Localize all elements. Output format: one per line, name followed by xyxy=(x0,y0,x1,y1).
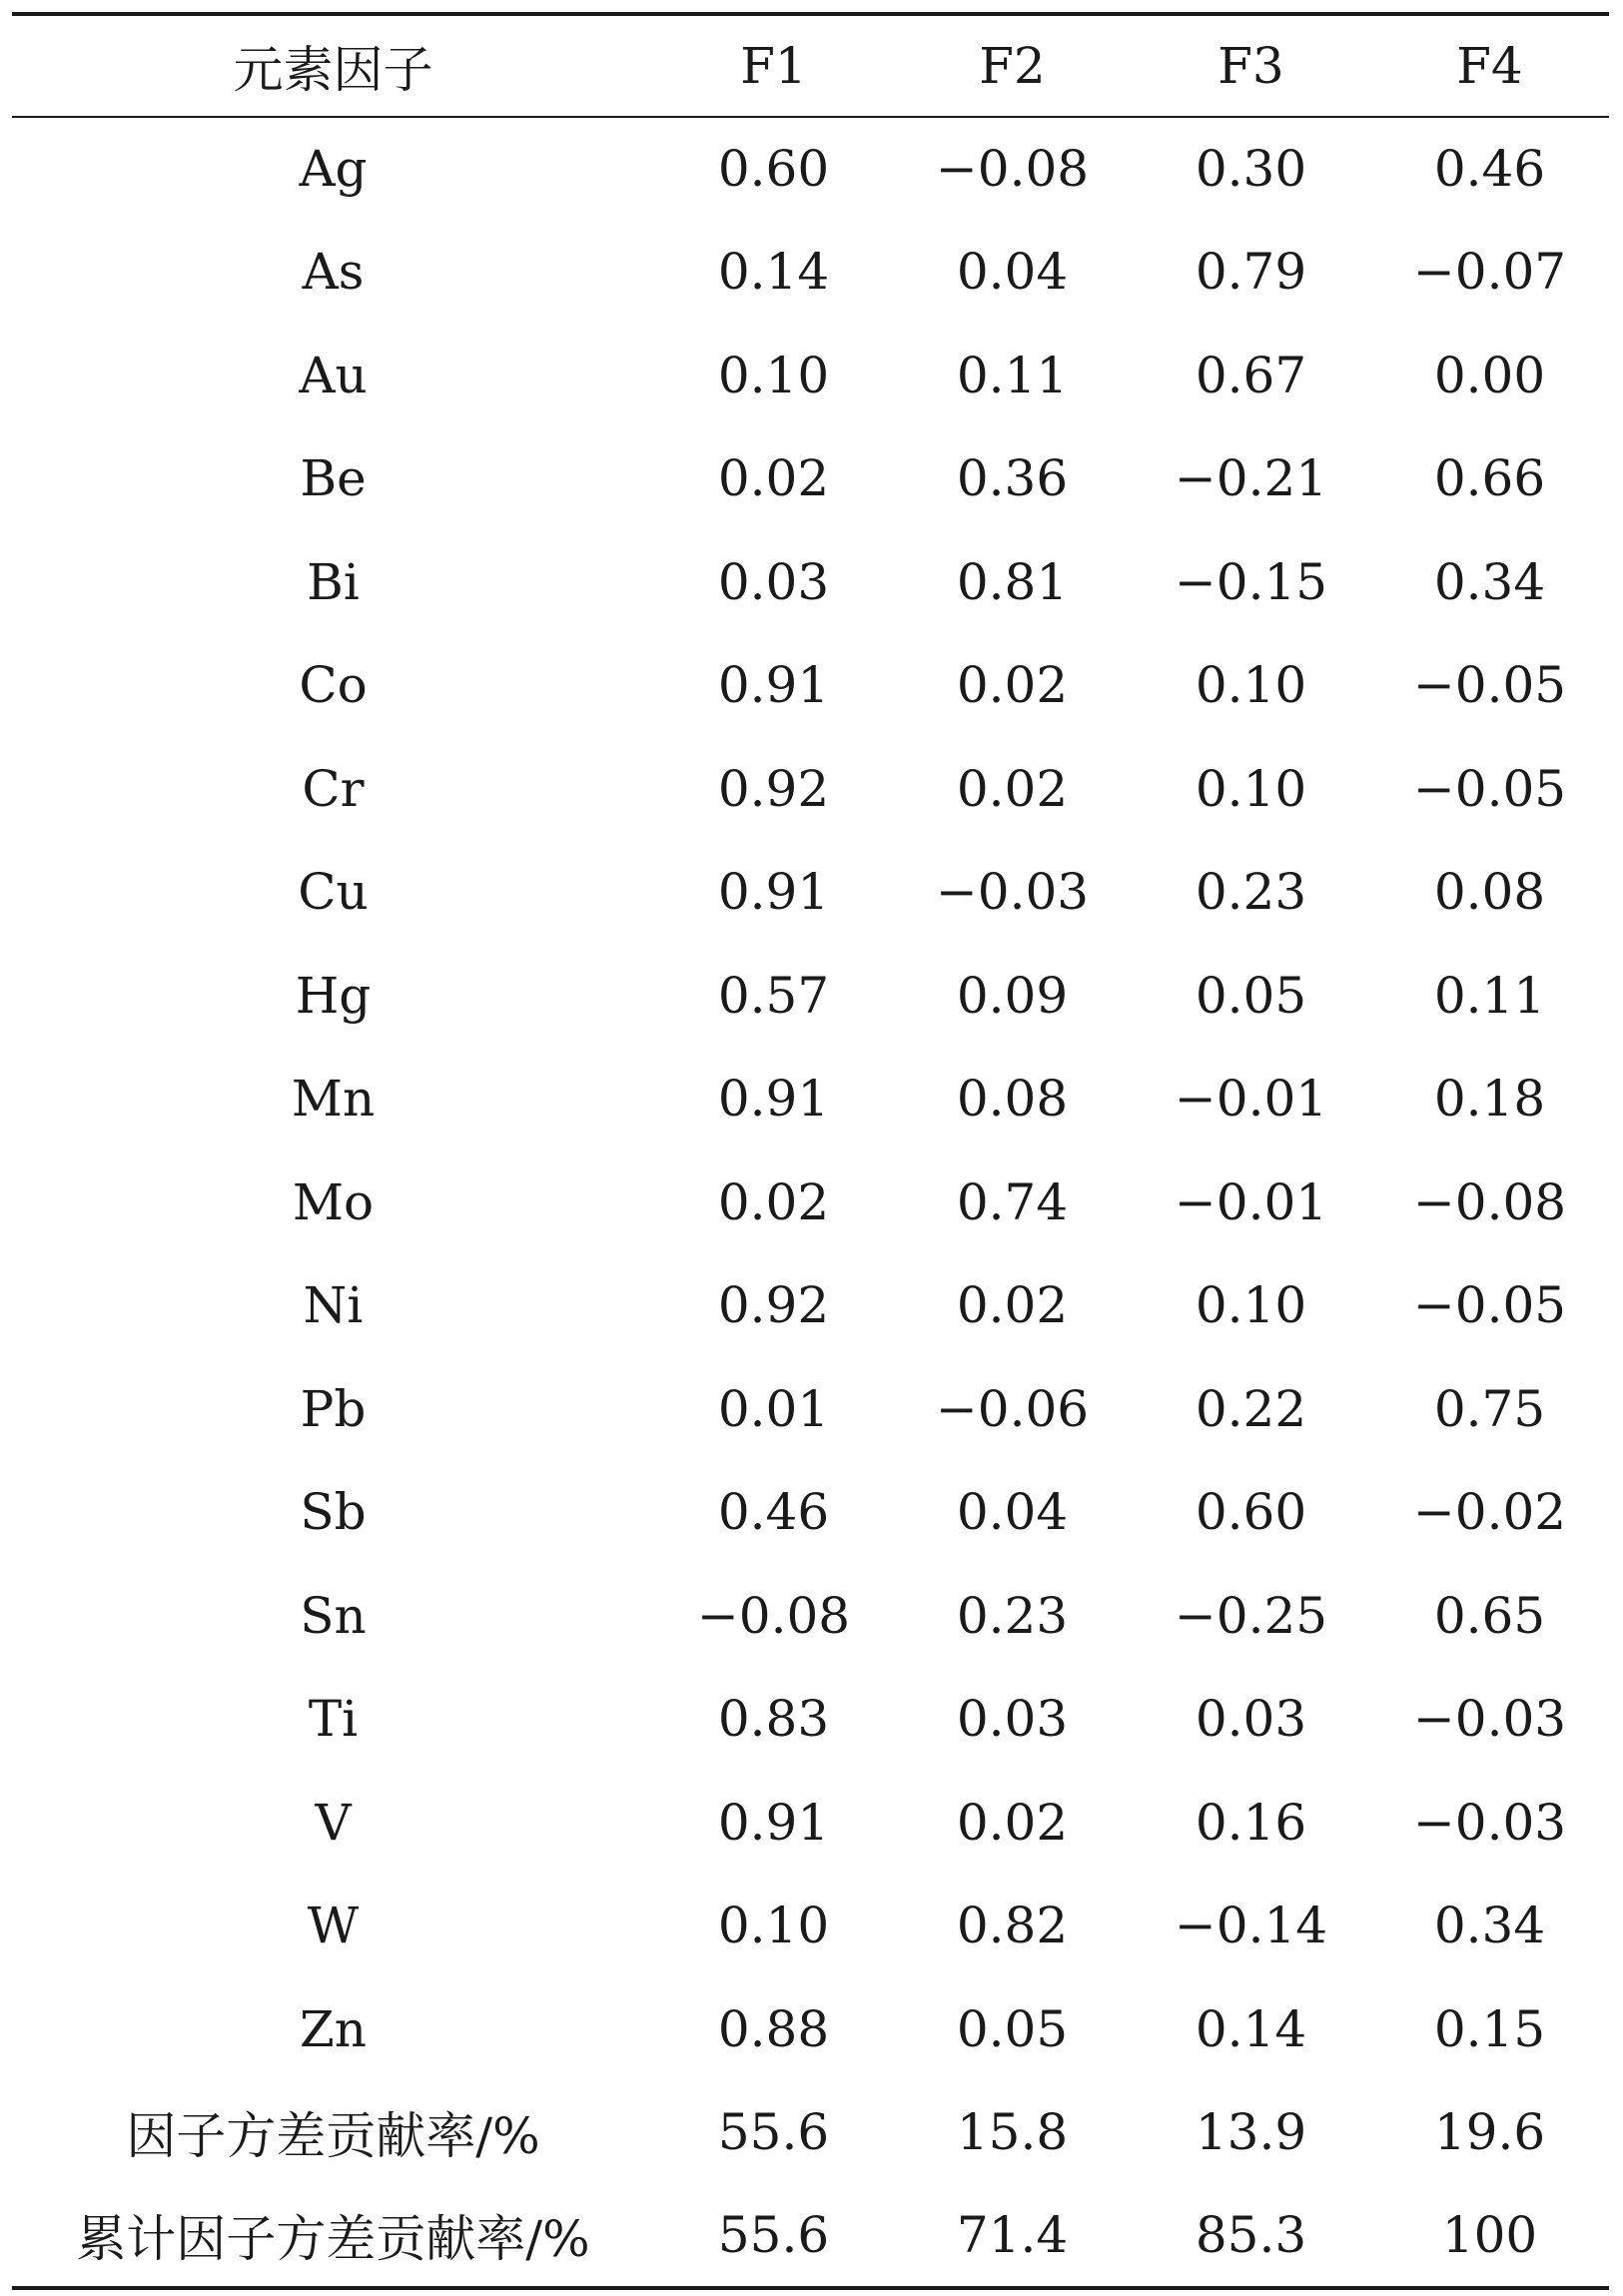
cell-f2: −0.03 xyxy=(935,863,1090,922)
cell-f3: −0.15 xyxy=(1174,552,1328,611)
table-row xyxy=(12,1461,1609,1565)
table-row xyxy=(12,634,1609,738)
header-f2: F2 xyxy=(893,14,1132,117)
cell-f2: 0.81 xyxy=(956,552,1069,611)
cell-f4: −0.05 xyxy=(1412,1276,1567,1335)
cell-f4: 0.66 xyxy=(1433,449,1546,508)
cell-f4: 0.46 xyxy=(1433,140,1546,199)
row-label: Bi xyxy=(307,552,360,611)
cell-f2: 0.08 xyxy=(956,1070,1069,1129)
table-row xyxy=(12,1875,1609,1978)
cell-f1: 55.6 xyxy=(717,2103,830,2162)
row-label: Mo xyxy=(292,1172,375,1231)
cell-f2: 0.82 xyxy=(956,1897,1069,1955)
cell-f2: 0.04 xyxy=(956,243,1069,302)
cell-f3: 0.23 xyxy=(1195,863,1307,922)
factor-loading-table-container xyxy=(12,12,1609,2290)
table-row xyxy=(12,944,1609,1048)
cell-f1: 0.92 xyxy=(717,759,830,818)
table-row xyxy=(12,1254,1609,1358)
row-label: Hg xyxy=(295,966,372,1025)
cell-f1: 0.02 xyxy=(717,449,830,508)
cell-f2: 0.04 xyxy=(956,1483,1069,1542)
cell-f1: 0.91 xyxy=(717,863,830,922)
cell-f1: 0.10 xyxy=(717,1897,830,1955)
cell-f4: 100 xyxy=(1370,2184,1609,2288)
cell-f1: 0.01 xyxy=(717,1379,830,1438)
table-header xyxy=(12,14,1609,117)
cell-f4: 0.00 xyxy=(1433,346,1546,404)
table-row xyxy=(12,841,1609,945)
cell-f3: 0.79 xyxy=(1195,243,1307,302)
cell-f3: −0.21 xyxy=(1174,449,1328,508)
cell-f2: 0.23 xyxy=(956,1586,1069,1645)
table-row xyxy=(12,1357,1609,1461)
cell-f3: 13.9 xyxy=(1195,2103,1307,2162)
cell-f4: 0.34 xyxy=(1433,552,1546,611)
header-element-factor: 元素因子 xyxy=(12,14,654,117)
cell-f2: 15.8 xyxy=(956,2103,1069,2162)
row-label: Ag xyxy=(299,140,368,199)
cell-f3: 0.14 xyxy=(1195,1999,1307,2058)
row-label: Mn xyxy=(291,1070,376,1129)
cell-f4: 0.08 xyxy=(1433,863,1546,922)
cell-f4: 0.34 xyxy=(1433,1897,1546,1955)
row-label: V xyxy=(315,1793,352,1852)
cell-f2: 0.74 xyxy=(956,1172,1069,1231)
table-row xyxy=(12,737,1609,841)
table-row xyxy=(12,221,1609,325)
cell-f4: −0.02 xyxy=(1412,1483,1567,1542)
cell-f2: −0.06 xyxy=(935,1379,1090,1438)
cell-f2: 0.11 xyxy=(956,346,1069,404)
factor-loading-table xyxy=(12,12,1609,2290)
cell-f3: 85.3 xyxy=(1132,2184,1370,2288)
row-label: Ni xyxy=(303,1276,364,1335)
row-label: Ti xyxy=(308,1690,359,1749)
table-body xyxy=(12,117,1609,2288)
cell-f4: 0.15 xyxy=(1433,1999,1546,2058)
row-label: Sn xyxy=(300,1586,367,1645)
cell-f2: 0.02 xyxy=(956,1276,1069,1335)
cell-f2: 0.02 xyxy=(956,759,1069,818)
cell-f4: −0.03 xyxy=(1412,1690,1567,1749)
cell-f1: 0.91 xyxy=(717,1793,830,1852)
cell-f2: 0.05 xyxy=(956,1999,1069,2058)
table-row xyxy=(12,530,1609,634)
cell-f3: 0.10 xyxy=(1195,656,1307,715)
cell-f4: −0.07 xyxy=(1412,243,1567,302)
header-f3: F3 xyxy=(1132,14,1370,117)
cell-f2: 0.03 xyxy=(956,1690,1069,1749)
cell-f1: 0.02 xyxy=(717,1172,830,1231)
cell-f2: 71.4 xyxy=(893,2184,1132,2288)
cell-f4: −0.05 xyxy=(1412,656,1567,715)
cell-f2: 0.09 xyxy=(956,966,1069,1025)
cell-f1: 0.46 xyxy=(717,1483,830,1542)
table-row xyxy=(12,1564,1609,1668)
table-row xyxy=(12,1771,1609,1875)
table-row xyxy=(12,1668,1609,1772)
header-f4: F4 xyxy=(1370,14,1609,117)
cell-f3: 0.67 xyxy=(1195,346,1307,404)
cell-f2: −0.08 xyxy=(935,140,1090,199)
table-row xyxy=(12,427,1609,531)
cell-f1: 0.57 xyxy=(717,966,830,1025)
row-label: Co xyxy=(299,656,368,715)
row-label: Cu xyxy=(298,863,369,922)
row-label: As xyxy=(302,243,365,302)
cell-f1: 0.91 xyxy=(717,1070,830,1129)
cell-f3: 0.22 xyxy=(1195,1379,1307,1438)
cell-f1: 0.10 xyxy=(717,346,830,404)
cell-f3: 0.05 xyxy=(1195,966,1307,1025)
table-row xyxy=(12,1150,1609,1254)
cell-f1: 0.92 xyxy=(717,1276,830,1335)
cell-f4: −0.03 xyxy=(1412,1793,1567,1852)
row-label: 累计因子方差贡献率/% xyxy=(12,2184,654,2288)
row-label: Be xyxy=(300,449,367,508)
cell-f2: 0.02 xyxy=(956,1793,1069,1852)
table-row xyxy=(12,1048,1609,1151)
header-row xyxy=(12,14,1609,117)
cell-f4: 0.18 xyxy=(1433,1070,1546,1129)
table-row xyxy=(12,1977,1609,2081)
cell-f3: 0.60 xyxy=(1195,1483,1307,1542)
row-label: Cr xyxy=(302,759,365,818)
row-label: Zn xyxy=(300,1999,367,2058)
cell-f3: 0.30 xyxy=(1195,140,1307,199)
row-label: Au xyxy=(299,346,368,404)
cell-f3: 0.10 xyxy=(1195,759,1307,818)
table-row xyxy=(12,324,1609,427)
cell-f4: 0.65 xyxy=(1433,1586,1546,1645)
table-row-cumulative-variance xyxy=(12,2184,1609,2288)
cell-f1: 0.60 xyxy=(717,140,830,199)
cell-f1: 0.83 xyxy=(717,1690,830,1749)
cell-f1: −0.08 xyxy=(696,1586,851,1645)
cell-f1: 0.14 xyxy=(717,243,830,302)
cell-f4: 19.6 xyxy=(1433,2103,1546,2162)
header-f1: F1 xyxy=(654,14,893,117)
cell-f4: −0.05 xyxy=(1412,759,1567,818)
row-label: 因子方差贡献率/% xyxy=(126,2107,540,2166)
cell-f3: −0.01 xyxy=(1174,1070,1328,1129)
cell-f3: 0.16 xyxy=(1195,1793,1307,1852)
cell-f2: 0.02 xyxy=(956,656,1069,715)
row-label: Pb xyxy=(300,1379,367,1438)
table-row xyxy=(12,117,1609,221)
cell-f1: 55.6 xyxy=(654,2184,893,2288)
cell-f1: 0.91 xyxy=(717,656,830,715)
table-row-variance-contribution xyxy=(12,2081,1609,2185)
cell-f1: 0.03 xyxy=(717,552,830,611)
row-label: Sb xyxy=(300,1483,367,1542)
cell-f3: −0.25 xyxy=(1174,1586,1328,1645)
cell-f3: −0.14 xyxy=(1174,1897,1328,1955)
cell-f1: 0.88 xyxy=(717,1999,830,2058)
cell-f2: 0.36 xyxy=(956,449,1069,508)
cell-f4: 0.11 xyxy=(1433,966,1546,1025)
row-label: W xyxy=(307,1897,360,1955)
cell-f3: 0.03 xyxy=(1195,1690,1307,1749)
cell-f3: −0.01 xyxy=(1174,1172,1328,1231)
cell-f4: −0.08 xyxy=(1412,1172,1567,1231)
cell-f4: 0.75 xyxy=(1433,1379,1546,1438)
cell-f3: 0.10 xyxy=(1195,1276,1307,1335)
